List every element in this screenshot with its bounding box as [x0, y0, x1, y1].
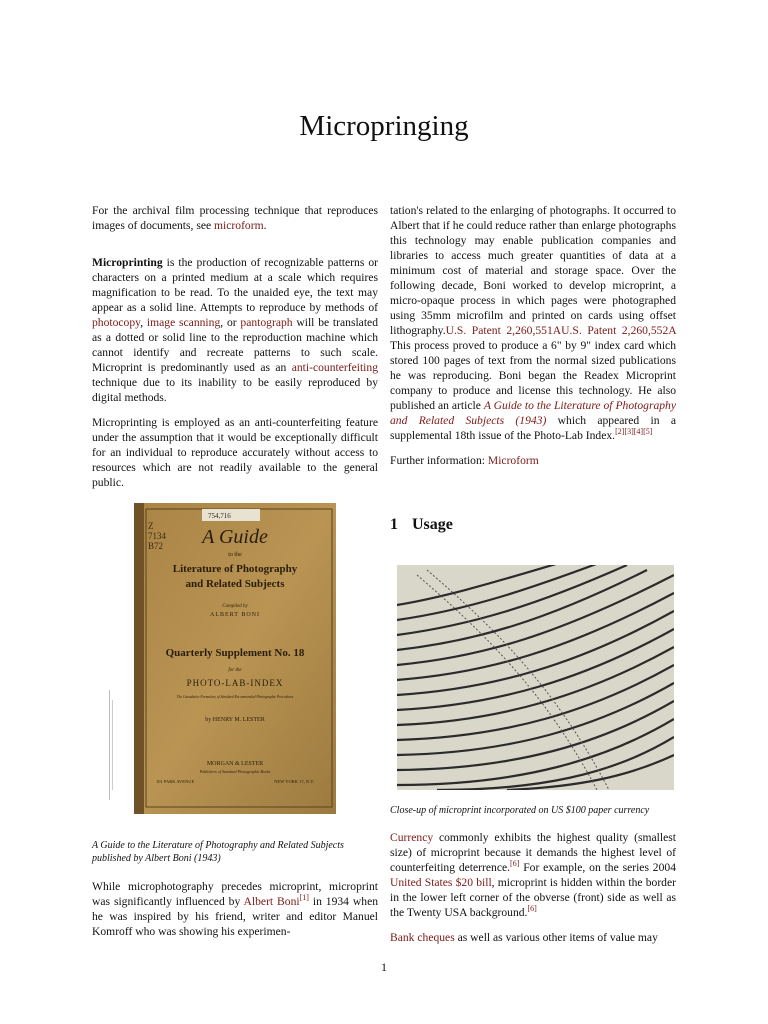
- cover-for-the: for the: [228, 668, 242, 673]
- intro-text-5: technique due to its inability to be easily reproduced by digital methods.: [92, 376, 378, 404]
- anti-counterfeiting-paragraph: Microprinting is employed as an anti-counterfeiting feature under the assumption that it would be exceptionally difficult for an individual to reproduce accurately without access to resources which are not readily available to the general public.: [92, 416, 378, 489]
- cover-line-1: Literature of Photography: [172, 563, 298, 575]
- hatnote: [92, 203, 378, 233]
- microprint-closeup-image: [397, 565, 674, 790]
- history-paragraph: [390, 203, 676, 443]
- bank-cheques-link[interactable]: Bank cheques: [390, 931, 455, 944]
- history-text-1: tation's related to the enlarging of photographs. It occurred to Albert that if he could reduce rather than enlarge photographs this technology may enable publication companies and libraries to access much greater quantities of data at a minimum cost of material and storage space. Over the following decade, Boni worked to develop microprint, a micro-opaque process in which pages were photographed using 35mm microfilm and printed on cards using offset lithography.: [390, 204, 676, 337]
- pantograph-link[interactable]: pantograph: [240, 316, 293, 329]
- history-text-3: which appeared in a supplemental 18th issue of the Photo-Lab Index.: [390, 414, 676, 442]
- albert-boni-link[interactable]: Albert Boni: [243, 895, 300, 908]
- cover-index: PHOTO-LAB-INDEX: [186, 678, 284, 688]
- currency-text-2: For example, on the series 2004: [519, 861, 676, 874]
- cheques-paragraph: [390, 930, 676, 945]
- boni-paragraph: [92, 879, 378, 939]
- image-scanning-link[interactable]: image scanning: [146, 316, 221, 329]
- cover-compiled: Compiled by: [222, 604, 248, 609]
- right-column: [390, 203, 676, 478]
- further-prefix: Further information:: [390, 454, 488, 467]
- microprint-caption: Close-up of microprint incorporated on US $100 paper currency: [390, 805, 650, 816]
- page-number: 1: [381, 960, 387, 974]
- cover-to-the: to the: [228, 552, 242, 558]
- book-cover-caption: A Guide to the Literature of Photography and Related Subjects published by Albert Boni (1943): [92, 840, 344, 864]
- intro-text-2: ,: [140, 316, 147, 329]
- cover-by: by HENRY M. LESTER: [205, 717, 265, 723]
- hatnote-suffix: .: [263, 219, 267, 232]
- cover-cumulative: The Cumulative Formulary of Standard Recommended Photographic Procedures: [176, 695, 294, 699]
- anti-counterfeiting-link[interactable]: anti-counterfeiting: [291, 361, 378, 374]
- boni-text-2: in 1934 when he was inspired by his friend, writer and editor Manuel Komroff who was showing his experimen-: [92, 895, 379, 938]
- hatnote-text: For the archival film processing technique that reproduces images of documents, see: [92, 204, 378, 232]
- cover-publisher: MORGAN & LESTER: [206, 761, 264, 767]
- citation-1[interactable]: [1]: [299, 893, 309, 903]
- boni-text-1: While microphotography precedes microprint, microprint was significantly influenced by: [92, 880, 378, 908]
- photocopy-link[interactable]: photocopy: [92, 316, 141, 329]
- call-number: B72: [148, 541, 164, 551]
- currency-text-3: , microprint is hidden within the border in the lower left corner of the obverse (front) side as well as the Twenty USA background.: [390, 876, 676, 919]
- cover-city: NEW YORK 17, N.Y.: [274, 779, 314, 784]
- us-patent-link[interactable]: U.S. Patent 2,260,551AU.S. Patent 2,260,552A: [445, 324, 676, 337]
- cover-publisher-sub: Publishers of Standard Photographic Books: [199, 769, 271, 774]
- intro-term: Microprinting: [92, 256, 163, 269]
- left-column: [92, 203, 378, 500]
- intro-text-4: will be translated as a dotted or solid line to the reproduction machine which cannot identify and recreate patterns to such scale. Microprint is predominantly used as an: [92, 316, 378, 374]
- further-information: [390, 453, 676, 468]
- call-number: Z: [148, 521, 154, 531]
- vertical-attribution-text: [100, 690, 120, 800]
- left-bottom-text: [92, 879, 378, 949]
- cover-address: 101 PARK AVENUE: [156, 779, 195, 784]
- microform-link[interactable]: microform: [214, 219, 264, 232]
- book-cover-image: [134, 503, 336, 814]
- currency-text-1: commonly exhibits the highest quality (smallest size) of microprint because it demands the highest level of counterfeiting deterrence.: [390, 831, 676, 874]
- twenty-dollar-bill-link[interactable]: United States $20 bill: [390, 876, 492, 889]
- page-title: Micropringing: [299, 110, 469, 142]
- section-title: Usage: [412, 516, 453, 533]
- intro-text-1: is the production of recognizable patterns or characters on a printed medium at a scale which requires magnification to be read. To the unaided eye, the text may appear as a solid line. Attempts to reproduce by methods of: [92, 256, 378, 314]
- guide-article-link[interactable]: A Guide to the Literature of Photography and Related Subjects (1943): [390, 399, 676, 427]
- intro-paragraph: [92, 255, 378, 405]
- currency-paragraph: [390, 830, 676, 920]
- citation-6[interactable]: [6]: [510, 859, 520, 869]
- section-heading-usage: [390, 516, 453, 534]
- cover-line-2: and Related Subjects: [185, 578, 285, 590]
- cover-a-guide: A Guide: [202, 526, 268, 548]
- currency-link[interactable]: Currency: [390, 831, 434, 844]
- cover-author: ALBERT BONI: [209, 612, 261, 618]
- cheques-text: as well as various other items of value may: [454, 931, 658, 944]
- history-text-2: This process proved to produce a 6" by 9" index card which stored 100 pages of text from the normal sized publications he was reproducing. Boni began the Readex Microprint company to produce and license this technology. He also published an article: [390, 339, 676, 412]
- call-number: 7134: [148, 531, 166, 541]
- microform-further-link[interactable]: Microform: [487, 454, 539, 467]
- intro-text-3: , or: [220, 316, 241, 329]
- section-number: 1: [390, 516, 398, 533]
- cover-supplement: Quarterly Supplement No. 18: [165, 647, 305, 659]
- stamp-text: 754,716: [208, 512, 231, 520]
- citation-6b[interactable]: [6]: [527, 904, 537, 914]
- citations-2-5[interactable]: [2][3][4][5]: [615, 427, 653, 437]
- usage-text: [390, 830, 676, 955]
